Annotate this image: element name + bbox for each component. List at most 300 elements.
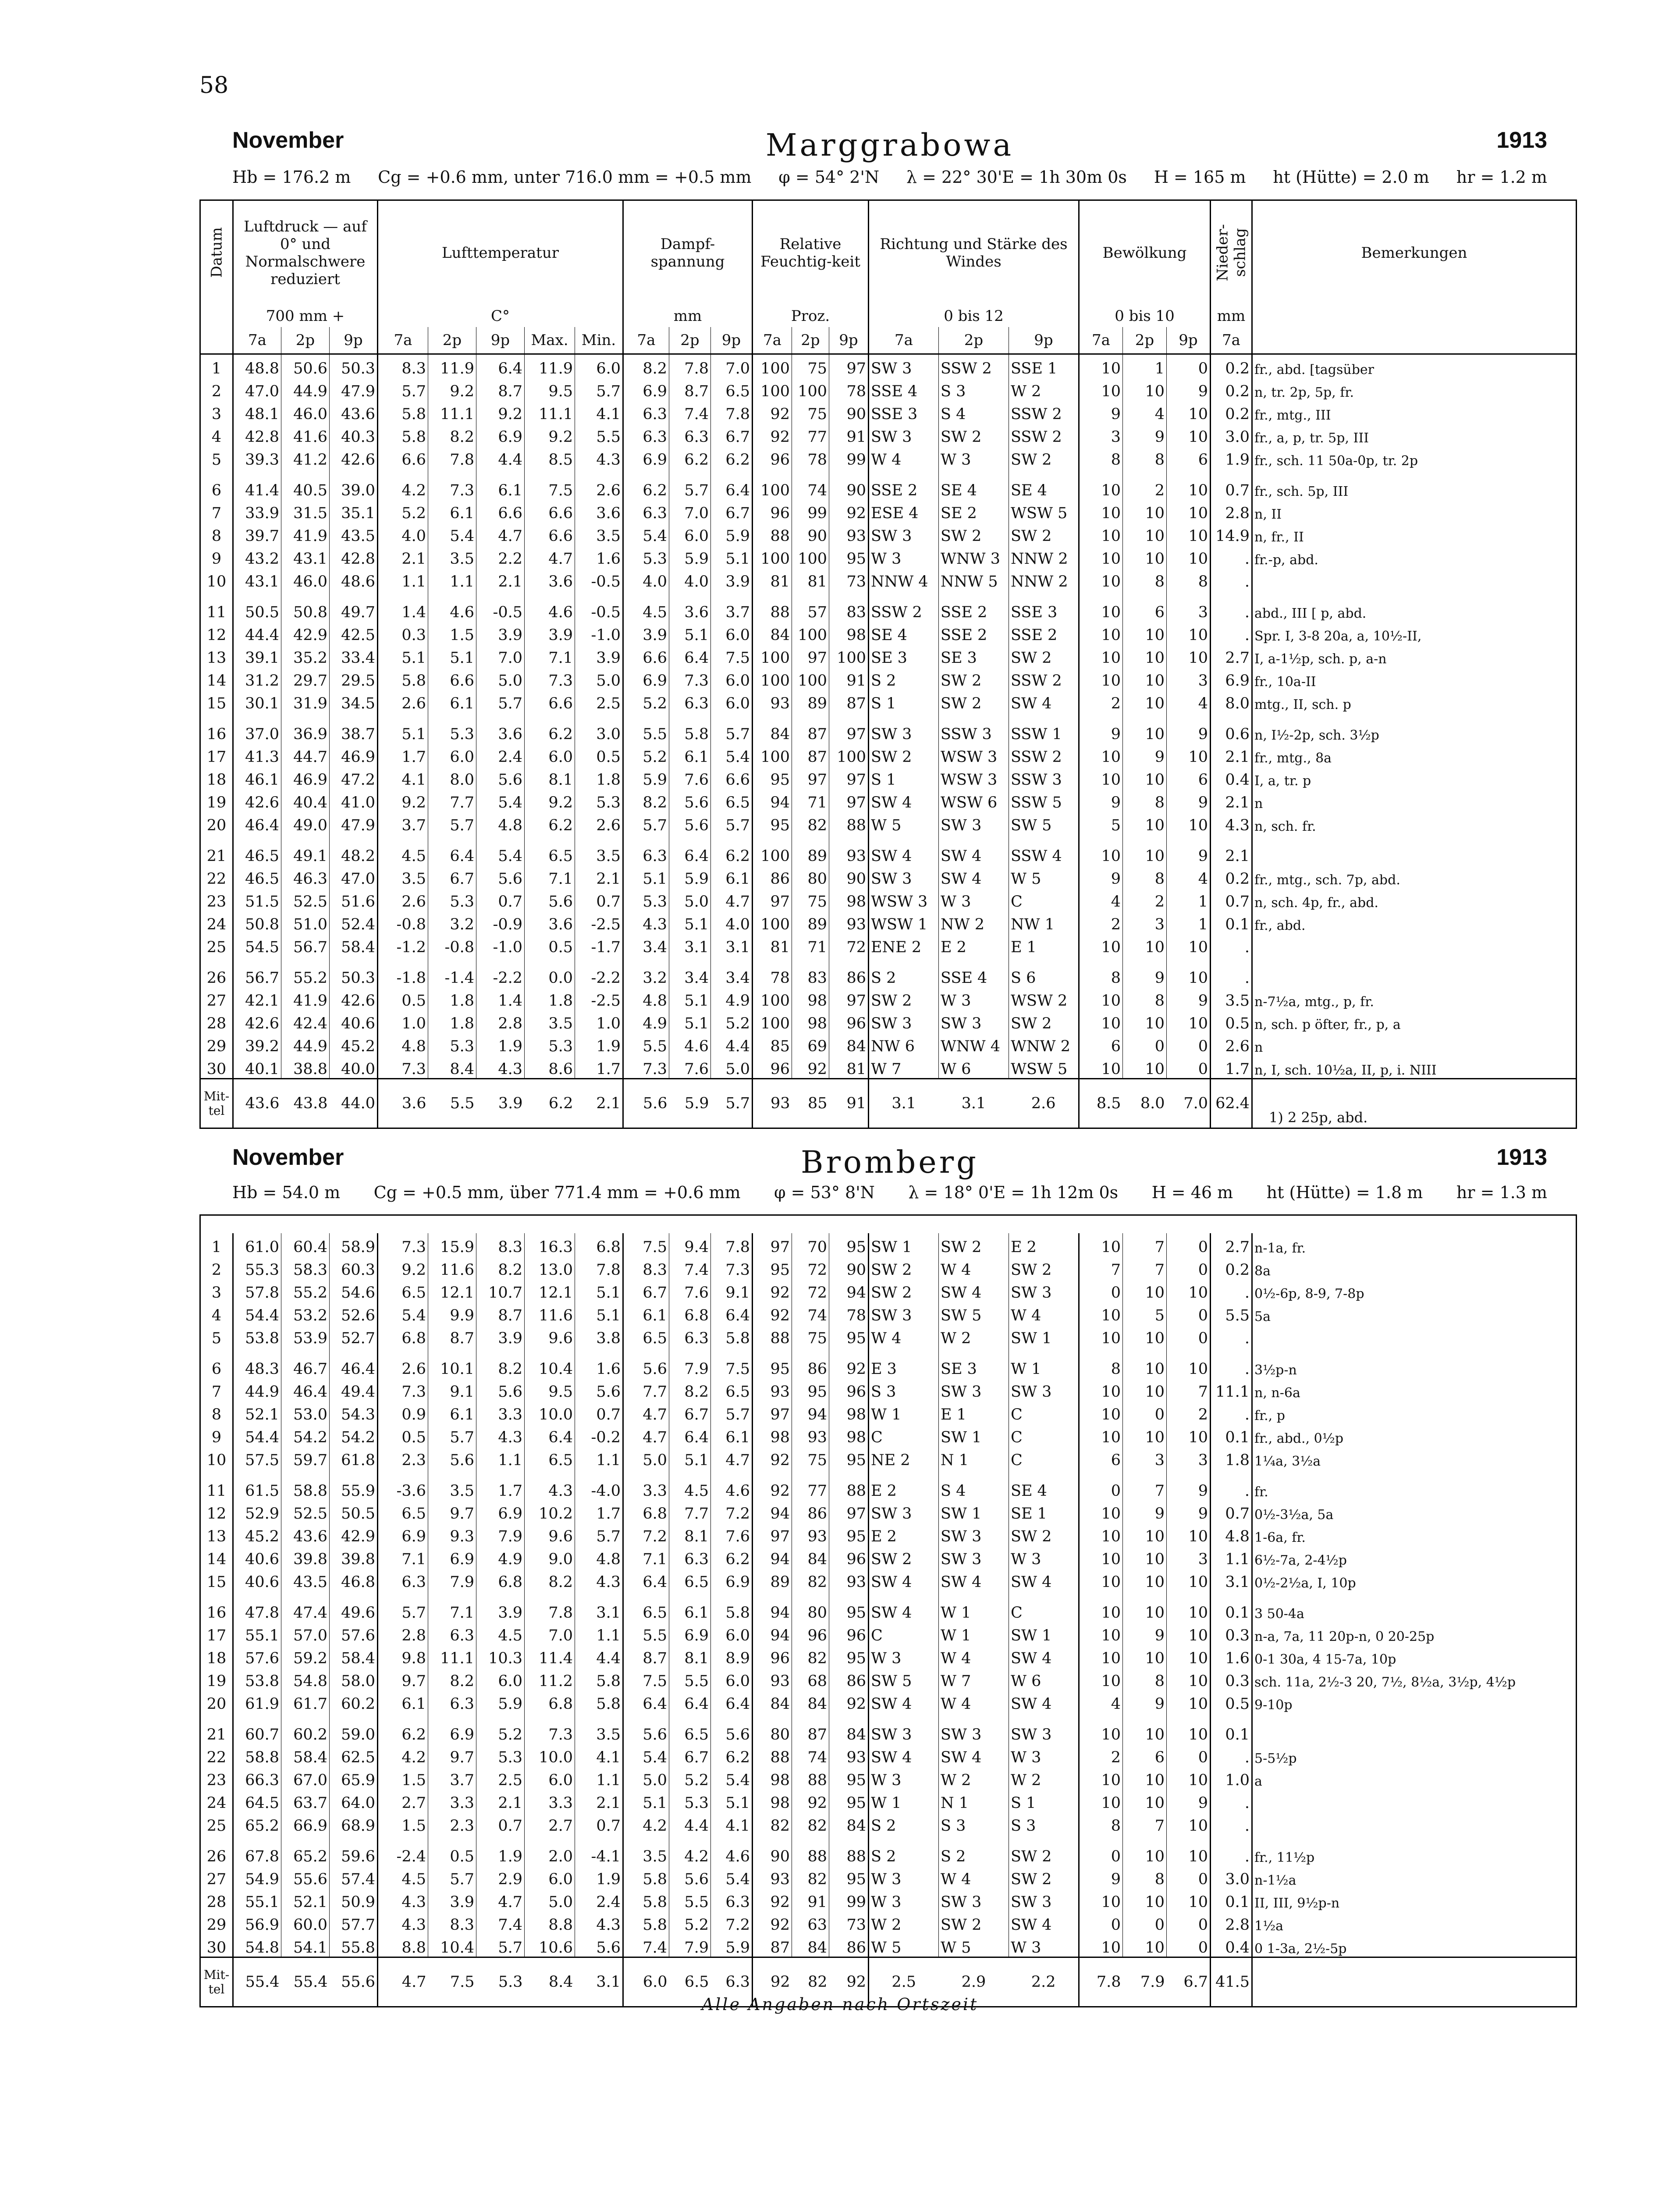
value-cell: 0: [1167, 1256, 1211, 1279]
value-cell: 10: [1079, 545, 1123, 568]
value-cell: SSW 2: [869, 591, 939, 621]
value-cell: 10: [1123, 811, 1167, 834]
value-cell: 2.9: [476, 1865, 525, 1888]
value-cell: 6.3: [623, 834, 669, 865]
remark-cell: 1½a: [1252, 1911, 1577, 1934]
value-cell: 10: [1079, 499, 1123, 522]
value-cell: 5.8: [575, 1690, 623, 1713]
value-cell: 52.1: [233, 1401, 281, 1423]
remark-cell: 3 50-4a: [1252, 1591, 1577, 1622]
value-cell: 7.6: [669, 766, 711, 789]
value-cell: 57.6: [233, 1644, 281, 1667]
value-cell: 91: [829, 667, 869, 690]
day-number: 15: [200, 690, 233, 712]
value-cell: 99: [829, 446, 869, 469]
value-cell: 11.9: [428, 354, 476, 378]
value-cell: 8.7: [669, 377, 711, 400]
value-cell: 4.7: [525, 545, 575, 568]
remark-cell: I, a, tr. p: [1252, 766, 1577, 789]
value-cell: 54.8: [281, 1667, 330, 1690]
value-cell: WNW 2: [1009, 1032, 1079, 1055]
day-row: [200, 621, 1577, 644]
value-cell: 8: [1123, 1865, 1167, 1888]
value-cell: SW 3: [869, 865, 939, 888]
value-cell: W 5: [939, 1934, 1009, 1957]
meta-item: ht (Hütte) = 1.8 m: [1266, 1183, 1423, 1202]
value-cell: 6.8: [476, 1568, 525, 1591]
value-cell: 10: [1079, 1888, 1123, 1911]
value-cell: 6.9: [623, 377, 669, 400]
value-cell: 5.0: [476, 667, 525, 690]
value-cell: 4.6: [428, 591, 476, 621]
value-cell: SW 3: [869, 1302, 939, 1324]
remark-cell: [1252, 1789, 1577, 1812]
value-cell: 10: [1123, 690, 1167, 712]
value-cell: 59.2: [281, 1644, 330, 1667]
value-cell: 6.5: [669, 1713, 711, 1744]
value-cell: 54.3: [330, 1401, 378, 1423]
value-cell: 71: [792, 933, 829, 956]
value-cell: 50.3: [330, 354, 378, 378]
value-cell: 5.4: [711, 1766, 753, 1789]
value-cell: 3.4: [669, 956, 711, 987]
remark-cell: sch. 11a, 2½-3 20, 7½, 8½a, 3½p, 4½p: [1252, 1667, 1577, 1690]
value-cell: 92: [753, 1446, 792, 1469]
value-cell: 0.5: [378, 987, 428, 1010]
value-cell: 10: [1079, 1378, 1123, 1401]
value-cell: 0: [1167, 1324, 1211, 1347]
value-cell: 5.5: [623, 1032, 669, 1055]
value-cell: 6.6: [378, 446, 428, 469]
value-cell: 4.9: [711, 987, 753, 1010]
value-cell: 6.6: [525, 499, 575, 522]
value-cell: 6.2: [669, 446, 711, 469]
day-row: [200, 644, 1577, 667]
value-cell: 5.2: [476, 1713, 525, 1744]
value-cell: 0.7: [1211, 1500, 1252, 1523]
value-cell: 95: [829, 1446, 869, 1469]
value-cell: 49.1: [281, 834, 330, 865]
station-name: Bromberg: [801, 1144, 979, 1180]
value-cell: SE 1: [1009, 1500, 1079, 1523]
value-cell: WSW 2: [1009, 987, 1079, 1010]
value-cell: 4: [1167, 690, 1211, 712]
value-cell: 42.4: [281, 1010, 330, 1032]
value-cell: 8.1: [669, 1644, 711, 1667]
value-cell: WSW 6: [939, 789, 1009, 811]
value-cell: 9.7: [428, 1500, 476, 1523]
value-cell: 5.6: [428, 1446, 476, 1469]
value-cell: SSE 4: [869, 377, 939, 400]
value-cell: 8: [1079, 446, 1123, 469]
value-cell: W 1: [1009, 1347, 1079, 1378]
value-cell: 10: [1079, 1401, 1123, 1423]
remark-cell: 3½p-n: [1252, 1347, 1577, 1378]
value-cell: 53.9: [281, 1324, 330, 1347]
value-cell: 7.8: [575, 1256, 623, 1279]
value-cell: 0: [1079, 1911, 1123, 1934]
value-cell: 96: [829, 1010, 869, 1032]
value-cell: 5.2: [711, 1010, 753, 1032]
value-cell: 39.2: [233, 1032, 281, 1055]
value-cell: 84: [753, 1690, 792, 1713]
value-cell: 7.5: [525, 469, 575, 499]
mean-cloud: 8.5: [1079, 1079, 1123, 1128]
day-number: 5: [200, 446, 233, 469]
value-cell: 46.5: [233, 865, 281, 888]
value-cell: 3: [1167, 667, 1211, 690]
value-cell: 5.6: [476, 1378, 525, 1401]
value-cell: 10: [1167, 811, 1211, 834]
value-cell: .: [1211, 621, 1252, 644]
value-cell: 57.7: [330, 1911, 378, 1934]
value-cell: 5.1: [669, 911, 711, 933]
value-cell: 3.9: [623, 621, 669, 644]
value-cell: 5.8: [623, 1865, 669, 1888]
value-cell: 44.9: [233, 1378, 281, 1401]
value-cell: 0.4: [1211, 1934, 1252, 1957]
value-cell: 58.4: [330, 933, 378, 956]
value-cell: 0.2: [1211, 354, 1252, 378]
value-cell: C: [869, 1622, 939, 1644]
day-row: [200, 1888, 1577, 1911]
value-cell: 10: [1079, 1568, 1123, 1591]
value-cell: 1.5: [378, 1812, 428, 1835]
value-cell: 5.7: [428, 811, 476, 834]
value-cell: 78: [753, 956, 792, 987]
value-cell: 0.1: [1211, 1591, 1252, 1622]
remark-cell: a: [1252, 1766, 1577, 1789]
remark-cell: 5-5½p: [1252, 1744, 1577, 1766]
value-cell: 96: [792, 1622, 829, 1644]
value-cell: 98: [829, 888, 869, 911]
value-cell: 29.5: [330, 667, 378, 690]
value-cell: WSW 5: [1009, 1055, 1079, 1079]
value-cell: 52.5: [281, 1500, 330, 1523]
day-row: [200, 1568, 1577, 1591]
value-cell: 93: [753, 690, 792, 712]
day-row: [200, 1911, 1577, 1934]
value-cell: 4.7: [476, 522, 525, 545]
time-label: 2p: [792, 327, 829, 354]
value-cell: 64.0: [330, 1789, 378, 1812]
value-cell: 6.7: [669, 1401, 711, 1423]
value-cell: 99: [829, 1888, 869, 1911]
remark-cell: I, a-1½p, sch. p, a-n: [1252, 644, 1577, 667]
value-cell: 98: [753, 1766, 792, 1789]
value-cell: 54.6: [330, 1279, 378, 1302]
value-cell: 4.7: [711, 1446, 753, 1469]
value-cell: 7.2: [623, 1523, 669, 1545]
mean-value: 6.5: [669, 1957, 711, 2007]
value-cell: 8.2: [476, 1256, 525, 1279]
value-cell: SW 2: [939, 667, 1009, 690]
value-cell: 4.1: [575, 400, 623, 423]
value-cell: 84: [792, 1934, 829, 1957]
value-cell: 7.1: [428, 1591, 476, 1622]
value-cell: 5.5: [1211, 1302, 1252, 1324]
value-cell: SE 4: [939, 469, 1009, 499]
value-cell: 6.7: [711, 499, 753, 522]
value-cell: 5.3: [575, 789, 623, 811]
value-cell: 6.0: [428, 743, 476, 766]
value-cell: 6: [1167, 766, 1211, 789]
value-cell: 59.0: [330, 1713, 378, 1744]
value-cell: 8: [1123, 568, 1167, 591]
value-cell: 100: [753, 667, 792, 690]
value-cell: W 4: [869, 1324, 939, 1347]
day-row: [200, 568, 1577, 591]
footnote: 1) 2 25p, abd.: [1269, 1109, 1368, 1126]
value-cell: 54.4: [233, 1302, 281, 1324]
value-cell: 95: [829, 1523, 869, 1545]
value-cell: 5.6: [623, 1713, 669, 1744]
day-row: [200, 865, 1577, 888]
value-cell: 10: [1079, 1500, 1123, 1523]
value-cell: 10: [1123, 1055, 1167, 1079]
value-cell: 5.7: [711, 712, 753, 743]
day-row: [200, 469, 1577, 499]
value-cell: 5.7: [476, 690, 525, 712]
value-cell: 5.1: [669, 1446, 711, 1469]
remark-cell: n: [1252, 1032, 1577, 1055]
value-cell: 87: [753, 1934, 792, 1957]
value-cell: 2.4: [575, 1888, 623, 1911]
value-cell: W 3: [869, 1766, 939, 1789]
value-cell: 51.5: [233, 888, 281, 911]
value-cell: W 3: [1009, 1744, 1079, 1766]
day-number: 16: [200, 1591, 233, 1622]
value-cell: 86: [792, 1500, 829, 1523]
value-cell: 87: [792, 743, 829, 766]
value-cell: 9: [1167, 712, 1211, 743]
day-number: 4: [200, 423, 233, 446]
remark-cell: fr., sch. 5p, III: [1252, 469, 1577, 499]
mean-value: 92: [829, 1957, 869, 2007]
value-cell: 50.8: [233, 911, 281, 933]
value-cell: SE 3: [939, 644, 1009, 667]
time-label: 7a: [623, 327, 669, 354]
value-cell: 11.1: [525, 400, 575, 423]
value-cell: 1.0: [1211, 1766, 1252, 1789]
value-cell: WSW 5: [1009, 499, 1079, 522]
value-cell: 10: [1123, 1378, 1167, 1401]
value-cell: SW 3: [939, 1010, 1009, 1032]
value-cell: 93: [792, 1523, 829, 1545]
value-cell: 52.5: [281, 888, 330, 911]
station-header-2: [232, 1144, 1547, 1179]
value-cell: 5.5: [669, 1667, 711, 1690]
value-cell: 10: [1167, 956, 1211, 987]
value-cell: 92: [753, 1888, 792, 1911]
value-cell: 6.3: [428, 1690, 476, 1713]
value-cell: SW 2: [1009, 1865, 1079, 1888]
value-cell: 8: [1123, 446, 1167, 469]
value-cell: 3.0: [575, 712, 623, 743]
value-cell: 100: [829, 644, 869, 667]
value-cell: 75: [792, 888, 829, 911]
unit-label: mm: [623, 305, 753, 327]
mean-value: 4.7: [378, 1957, 428, 2007]
value-cell: 3.9: [575, 644, 623, 667]
value-cell: 4.0: [669, 568, 711, 591]
value-cell: 8.2: [623, 789, 669, 811]
value-cell: 87: [829, 690, 869, 712]
value-cell: 3.7: [711, 591, 753, 621]
value-cell: SW 4: [869, 789, 939, 811]
value-cell: 47.4: [281, 1591, 330, 1622]
value-cell: 55.9: [330, 1469, 378, 1500]
value-cell: W 4: [1009, 1302, 1079, 1324]
value-cell: 52.4: [330, 911, 378, 933]
month-label: November: [232, 128, 344, 153]
value-cell: 86: [829, 956, 869, 987]
value-cell: S 1: [1009, 1789, 1079, 1812]
value-cell: 74: [792, 1744, 829, 1766]
value-cell: 50.5: [330, 1500, 378, 1523]
value-cell: 1.8: [525, 987, 575, 1010]
value-cell: 5.2: [623, 690, 669, 712]
value-cell: 56.7: [281, 933, 330, 956]
value-cell: 41.9: [281, 522, 330, 545]
remark-cell: n-1½a: [1252, 1865, 1577, 1888]
remark-cell: [1252, 1812, 1577, 1835]
value-cell: 10: [1079, 1055, 1123, 1079]
value-cell: 10: [1123, 1789, 1167, 1812]
value-cell: 34.5: [330, 690, 378, 712]
value-cell: 82: [792, 1812, 829, 1835]
value-cell: 5.5: [575, 423, 623, 446]
mean-value: 6.2: [525, 1079, 575, 1128]
value-cell: 0: [1079, 1469, 1123, 1500]
value-cell: 8.2: [623, 354, 669, 378]
value-cell: SW 3: [1009, 1713, 1079, 1744]
value-cell: 2.7: [378, 1789, 428, 1812]
value-cell: 6.0: [711, 667, 753, 690]
data-table-marggrabowa: [199, 199, 1577, 1129]
value-cell: 68.9: [330, 1812, 378, 1835]
mean-value: 91: [829, 1079, 869, 1128]
value-cell: 4.6: [669, 1032, 711, 1055]
value-cell: 1.6: [575, 545, 623, 568]
value-cell: S 3: [1009, 1812, 1079, 1835]
value-cell: E 3: [869, 1347, 939, 1378]
value-cell: 5.2: [669, 1911, 711, 1934]
value-cell: 94: [829, 1279, 869, 1302]
value-cell: 0.1: [1211, 1888, 1252, 1911]
value-cell: 2.0: [525, 1835, 575, 1865]
value-cell: 84: [829, 1713, 869, 1744]
unit-label: [1252, 305, 1577, 327]
value-cell: 2.6: [378, 690, 428, 712]
day-number: 12: [200, 1500, 233, 1523]
value-cell: 1.1: [1211, 1545, 1252, 1568]
remark-cell: II, III, 9½p-n: [1252, 1888, 1577, 1911]
value-cell: NW 2: [939, 911, 1009, 933]
value-cell: 9: [1123, 423, 1167, 446]
value-cell: 7.3: [711, 1256, 753, 1279]
value-cell: 90: [829, 469, 869, 499]
value-cell: 10: [1079, 377, 1123, 400]
value-cell: 95: [829, 545, 869, 568]
value-cell: S 4: [939, 1469, 1009, 1500]
value-cell: -3.6: [378, 1469, 428, 1500]
value-cell: SSE 2: [869, 469, 939, 499]
value-cell: 8.7: [623, 1644, 669, 1667]
value-cell: 85: [753, 1032, 792, 1055]
value-cell: 0.7: [575, 888, 623, 911]
day-number: 28: [200, 1888, 233, 1911]
value-cell: 3.5: [575, 522, 623, 545]
value-cell: 3.2: [623, 956, 669, 987]
value-cell: 2.1: [378, 545, 428, 568]
time-label: 9p: [1167, 327, 1211, 354]
value-cell: 5.5: [623, 712, 669, 743]
value-cell: 5.4: [428, 522, 476, 545]
value-cell: 100: [792, 377, 829, 400]
value-cell: 0.9: [378, 1401, 428, 1423]
value-cell: 93: [829, 522, 869, 545]
mean-value: 3.9: [476, 1079, 525, 1128]
value-cell: 6.4: [711, 1690, 753, 1713]
value-cell: 41.6: [281, 423, 330, 446]
value-cell: 6.5: [623, 1324, 669, 1347]
value-cell: 7.5: [623, 1233, 669, 1256]
remark-cell: 8a: [1252, 1256, 1577, 1279]
value-cell: SW 2: [1009, 522, 1079, 545]
value-cell: 100: [753, 469, 792, 499]
day-row: [200, 1591, 1577, 1622]
value-cell: 5.8: [623, 1888, 669, 1911]
value-cell: 4.4: [575, 1644, 623, 1667]
value-cell: 1.4: [476, 987, 525, 1010]
remark-cell: [1252, 1713, 1577, 1744]
day-row: [200, 956, 1577, 987]
value-cell: 41.4: [233, 469, 281, 499]
value-cell: 2.1: [476, 568, 525, 591]
value-cell: 2.1: [575, 865, 623, 888]
value-cell: 7.8: [428, 446, 476, 469]
value-cell: 9.7: [378, 1667, 428, 1690]
value-cell: 5.6: [711, 1713, 753, 1744]
value-cell: 98: [829, 1423, 869, 1446]
value-cell: 6.0: [669, 522, 711, 545]
unit-label: C°: [378, 305, 623, 327]
value-cell: SW 2: [1009, 1256, 1079, 1279]
value-cell: 4.6: [525, 591, 575, 621]
value-cell: 0: [1079, 1835, 1123, 1865]
value-cell: 57: [792, 591, 829, 621]
value-cell: 92: [753, 400, 792, 423]
value-cell: 1.8: [1211, 1446, 1252, 1469]
value-cell: 6.5: [711, 1378, 753, 1401]
meta-item: hr = 1.3 m: [1456, 1183, 1547, 1202]
value-cell: SW 5: [939, 1302, 1009, 1324]
value-cell: 98: [829, 1401, 869, 1423]
value-cell: 1: [1123, 354, 1167, 378]
mean-value: 55.4: [233, 1957, 281, 2007]
value-cell: 3.1: [1211, 1568, 1252, 1591]
value-cell: SW 4: [939, 865, 1009, 888]
value-cell: 69: [792, 1032, 829, 1055]
value-cell: W 2: [939, 1324, 1009, 1347]
value-cell: 3.7: [378, 811, 428, 834]
day-number: 17: [200, 1622, 233, 1644]
value-cell: 58.4: [330, 1644, 378, 1667]
value-cell: 6.0: [575, 354, 623, 378]
value-cell: 9: [1167, 834, 1211, 865]
value-cell: 93: [829, 1744, 869, 1766]
